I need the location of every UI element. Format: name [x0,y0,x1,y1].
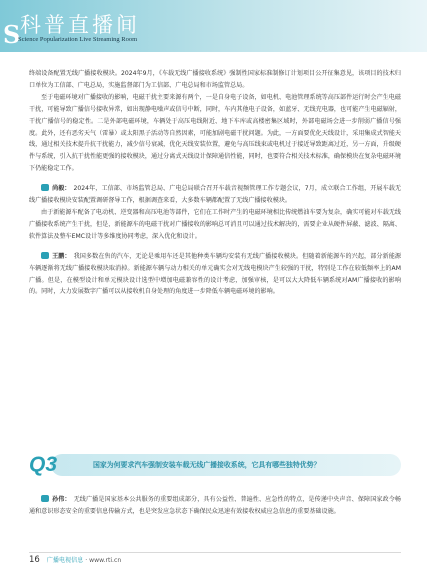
header-letter: S [3,20,21,49]
question-text: 国家为何要求汽车强制安装车载无线广播接收系统，它具有哪些独特优势？ [93,461,321,469]
answer-wang [29,251,401,299]
paragraph-5-text: 我国多数在售的汽车，无论是乘用车还是其他种类车辆均安装有无线广播接收模块。但随着新能源车的兴起，部分新能源车辆逐渐将无线广播接收模块取消掉。新能源车辆与动力相关的单元确实会对无线电模块产生较强的干扰，特别是工作在较低频率上的AM广播。但是，在模型设计和单元模块设计选型中增加电磁兼容性的设计考虑，加强审核，是可以大大降低车辆系统对AM广播接收的影响的。同时，大力发展数字广播可以从接收机自身处理的角度进一步降低车辆电磁环境的影响。 [29,252,402,296]
paragraph-3 [29,183,401,207]
question-3-banner [29,451,401,479]
speech-bubble-icon [41,252,49,259]
header-banner [0,0,427,52]
footer-divider [29,552,401,553]
paragraph-4: 由于新能源车配备了电动机、逆变器和高压电池等部件，它们在工作时产生的电磁环境相比传统燃油车要为复杂，确实可能对车载无线广播接收系统产生干扰，但是，新能源车的电磁干扰对广播接收的影响总可消且可以通过技术解决的，需要企业从硬件屏蔽、滤波、隔离、软件算法及整车EMC设计等多维度协同考虑，深入优化和设计。 [29,208,401,240]
publication-name: 广播电视信息 [46,557,84,564]
speech-bubble-icon [41,184,49,191]
paragraph-5 [29,251,401,299]
speaker-wang: 王鹏： [52,252,71,260]
answer-shang [29,183,401,243]
paragraph-6 [29,494,401,518]
question-number: Q3 [29,453,58,476]
header-title-en: Science Popularization Live Streaming Room [18,36,138,43]
paragraph-6-text: 无线广播是国家基本公共服务的重要组成部分，具有公益性、普遍性、应急性的特点，是传递中央声音、保障国家政令畅通和意识形态安全的重要信息传输方式，也是突发应急状态下确保民众迅速有效接收权威应急信息的重要基础设施。 [29,496,402,515]
speech-bubble-icon [41,495,49,502]
header-title-cn: 科普直播间 [20,13,140,37]
paragraph-2: 至于电磁环境对广播接收的影响，电磁干扰主要来源有两个，一是自身电子设备，如电机、电池管理系统等高压部件运行时会产生电磁干扰，可能导致广播信号接收异常，如出现静电噪声或信号中断，同时，车内其他电子设备，如蓝牙、无线充电器，也可能产生电磁辐射，干扰广播信号的稳定性。二是外部电磁环境，车辆处于高压电线附近、地下车库或高楼密集区域时，外部电磁场会进一步削弱广播信号强度。此外，还有恶劣天气（雷暴）或太阳黑子活动等自然因素，可能加剧电磁干扰问题。为此，一方面要优化天线设计，采用集成式智能天线，通过相关技术提升抗干扰能力，减少信号衰减，优化天线安装位置，避免与高压线束或电机过于接近导致距离过近，另一方面，升级硬件与系统，引入抗干扰性能更强的接收模块，通过分离式天线设计保障通信性能，同时，也要符合相关技术标准，确保模块在复杂电磁环境下仍能稳定工作。 [29,93,401,173]
footer [29,555,121,565]
answer-sun [29,494,401,518]
paragraph-3-text: 2024年，工信部、市场监管总局、广电总局联合召开车载音视频管理工作专题会议，7月，成立联合工作组，开展车载无线广播接收模块安装配置调研督导工作，根据调查来看，大多数车辆都配置了无线广播接收模块。 [29,185,401,205]
publication-site: · www.rti.cn [83,557,122,564]
speaker-sun: 孙伟： [52,496,71,503]
speaker-shang: 尚毅： [52,185,71,193]
page-number: 16 [29,555,40,565]
paragraph-1: 终端设备配置无线广播接收模块。2024年9月，《车载无线广播接收系统》强制性国家标准制修订计划项目公开征集意见，该项目的技术归口单位为工信部、广电总局，实施监督部门为工信部、广电总局和市场监管总局。 [29,70,401,89]
article-body [29,68,401,298]
